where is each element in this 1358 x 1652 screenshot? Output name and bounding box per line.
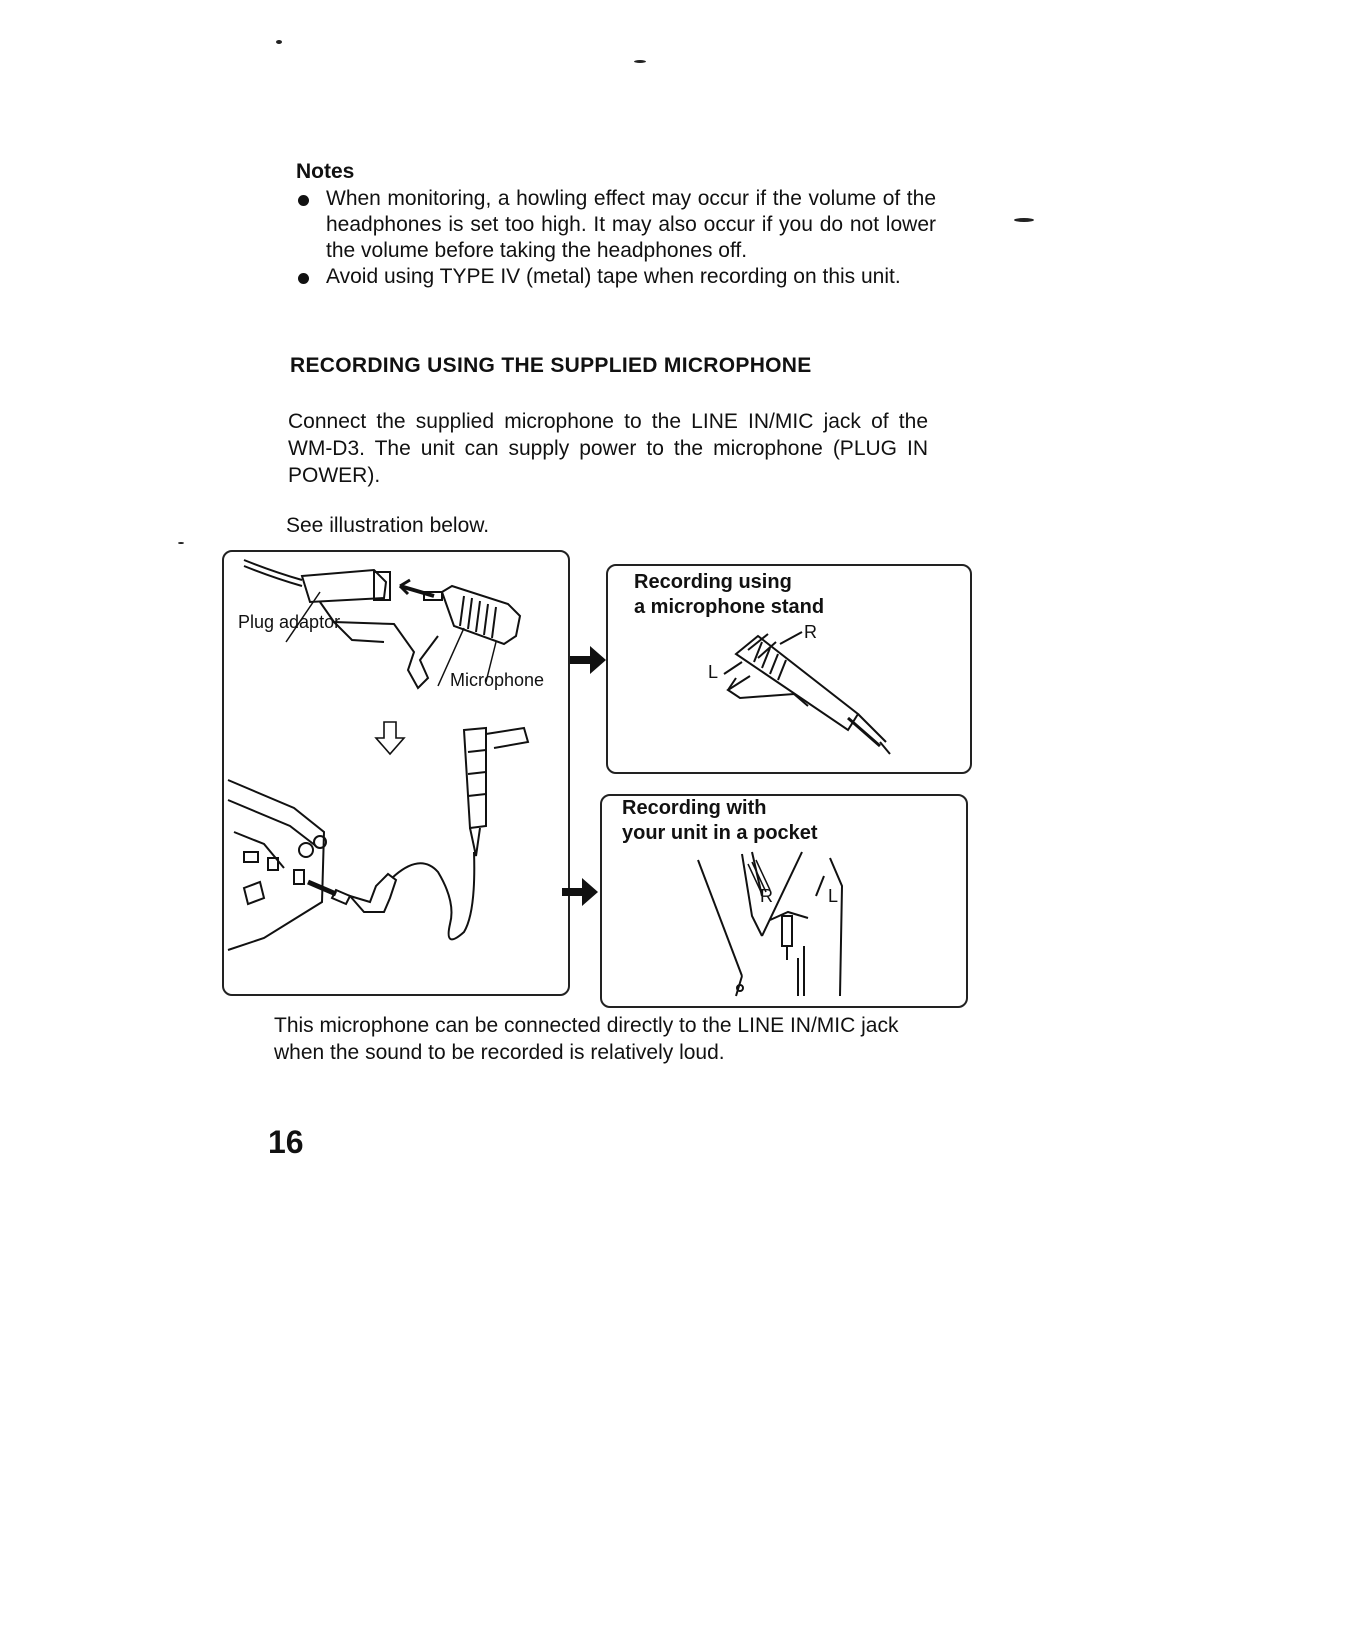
- bullet-icon: [298, 195, 309, 206]
- stand-title-line: Recording using: [634, 571, 792, 593]
- plug-adaptor-label: Plug adaptor: [238, 612, 341, 632]
- pocket-title-line: your unit in a pocket: [622, 822, 818, 844]
- pocket-recording-panel: [600, 794, 968, 1008]
- pocket-panel-title: [622, 796, 818, 846]
- left-channel-label: L: [708, 662, 719, 682]
- scan-speck: [1014, 218, 1034, 222]
- intro-paragraph: Connect the supplied microphone to the LINE IN/MIC jack of the WM-D3. The unit can supply power to the microphone (PLUG IN POWER).: [288, 410, 928, 487]
- page-number: 16: [268, 1124, 304, 1160]
- section-heading: RECORDING USING THE SUPPLIED MICROPHONE: [290, 354, 812, 377]
- note-text: Avoid using TYPE IV (metal) tape when recording on this unit.: [326, 265, 901, 288]
- right-arrow-icon: [560, 872, 600, 912]
- scan-speck: [634, 60, 646, 63]
- notes-heading: Notes: [296, 160, 355, 183]
- list-item: [296, 264, 936, 290]
- scan-speck: [276, 40, 282, 44]
- stand-panel-title: [634, 570, 824, 620]
- footer-paragraph: This microphone can be connected directly to the LINE IN/MIC jack when the sound to be recorded is relatively loud.: [274, 1014, 899, 1064]
- right-channel-label: R: [760, 886, 773, 906]
- see-illustration-text: See illustration below.: [286, 514, 490, 537]
- connection-illustration-panel: [222, 550, 570, 996]
- bullet-icon: [298, 273, 309, 284]
- note-text: When monitoring, a howling effect may occur if the volume of the headphones is set too high. It may also occur if you do not lower the volume before taking the headphones off.: [326, 187, 936, 262]
- microphone-stand-panel: [606, 564, 972, 774]
- right-channel-label: R: [804, 622, 817, 642]
- right-arrow-icon: [568, 640, 608, 680]
- scan-speck: [178, 542, 184, 544]
- microphone-label: Microphone: [450, 670, 545, 690]
- list-item: [296, 186, 936, 264]
- pocket-title-line: Recording with: [622, 797, 767, 819]
- stand-title-line: a microphone stand: [634, 596, 825, 618]
- left-channel-label: L: [828, 886, 839, 906]
- notes-list: [296, 186, 936, 290]
